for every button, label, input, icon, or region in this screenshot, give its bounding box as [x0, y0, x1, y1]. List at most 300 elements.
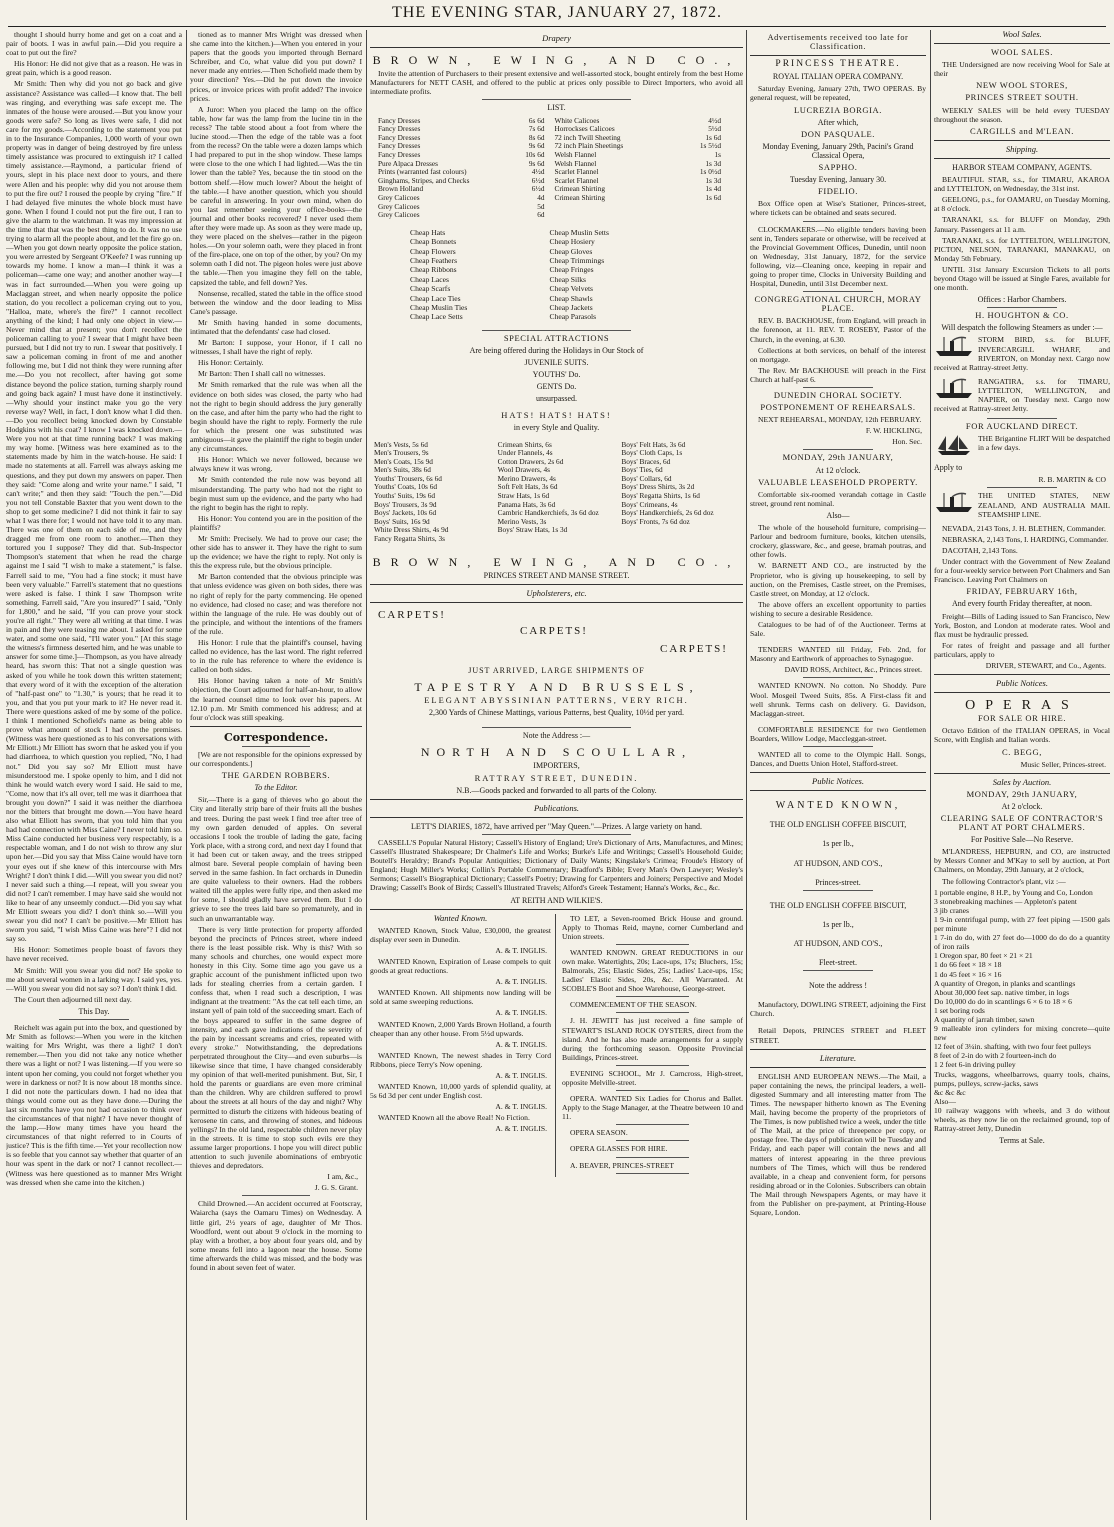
- ad-headline: HARBOR STEAM COMPANY, AGENTS.: [952, 162, 1092, 172]
- article-paragraph: His Honor: He did not give that as a reason. He was in great pain, which is a good reason.: [6, 59, 182, 78]
- clothing-item: Straw Hats, 1s 6d: [497, 491, 550, 501]
- plant-item: 1 9-in centrifugal pump, with 27 feet piping —1500 gals per minute: [934, 914, 1110, 934]
- ad-text: THE OLD ENGLISH COFFEE BISCUIT,: [769, 900, 907, 910]
- ad-text: TENDERS WANTED till Friday, Feb. 2nd, for Masonry and Earthwork of approaches to Synagogue.: [750, 645, 926, 664]
- opera-title: DON PASQUALE.: [800, 128, 876, 139]
- classified-ad: J. H. JEWITT has just received a fine sample of STEWART'S ISLAND ROCK OYSTERS, direct from the island. And he has also made arrangements for a supply during the forthcoming season. Opposite Provincial Buildings, Princes-street.: [562, 1016, 743, 1062]
- clothing-item: Merino Drawers, 4s: [497, 473, 556, 483]
- ad-text: For Positive Sale—No Reserve.: [970, 835, 1074, 845]
- divider: [987, 418, 1057, 419]
- address: PRINCES STREET AND MANSE STREET.: [483, 570, 630, 580]
- ad-signature: A. & T. INGLIS.: [495, 1071, 547, 1080]
- theatre-name: PRINCESS THEATRE.: [775, 59, 901, 70]
- article-paragraph: Mr Smith: Will you swear you did not? He spoke to me about several women in a larking way. I said yes, yes.—Will you swear you did not say so? I don't think I did.: [6, 965, 182, 993]
- wanted-column: [370, 914, 556, 1177]
- clothing-item: Crimean Shirts, 6s: [497, 439, 552, 449]
- address: PRINCES STREET SOUTH.: [965, 92, 1079, 103]
- item-price: 7s 6d: [528, 124, 545, 134]
- ad-text: Monday Evening, January 29th, Pacini's Grand Classical Opera,: [762, 141, 914, 160]
- property-title: VALUABLE LEASEHOLD PROPERTY.: [758, 476, 918, 487]
- clothing-item: Panama Hats, 3s 6d: [497, 499, 556, 509]
- ad-text: N.B.—Goods packed and forwarded to all parts of the Colony.: [456, 785, 657, 795]
- sailing-date: FRIDAY, FEBRUARY 16th,: [966, 586, 1078, 597]
- clothing-item: Youths' Suits, 19s 6d: [374, 491, 435, 501]
- column-rule: [746, 30, 747, 1520]
- special-text: Are being offered during the Holidays in Our Stock of: [469, 345, 644, 355]
- divider: [616, 1140, 688, 1141]
- ad-text: M'LANDRESS, HEPBURN, and CO, are instructed by Messrs Conner and M'Kay to sell by auction, at Port Chalmers, on Monday, 29th January, at 2 o'clock,: [934, 847, 1110, 875]
- clothing-item: Fancy Regatta Shirts, 3s: [374, 534, 445, 544]
- ship-ad: [934, 377, 1110, 413]
- ad-text: Octavo Edition of the ITALIAN OPERAS, in Vocal Score, with English and Italian words.: [934, 726, 1110, 745]
- ad-signature: F. W. HICKLING,: [865, 426, 922, 436]
- divider: [803, 387, 873, 388]
- divider: [482, 99, 631, 100]
- clothing-item: Cotton Drawers, 2s 6d: [497, 456, 564, 466]
- divider: [750, 1067, 926, 1068]
- cheap-item: Cheap Gloves: [549, 246, 593, 256]
- sale-time: At 2 o'clock.: [1001, 801, 1043, 811]
- item-name: 72 inch Twill Sheeting: [554, 132, 621, 142]
- price-list-left: [376, 117, 547, 220]
- opera-title: LUCREZIA BORGIA.: [794, 104, 882, 115]
- ad-text: Tuesday Evening, January 30.: [789, 175, 887, 185]
- plant-item: 1 2 feet 6-in driving pulley: [934, 1060, 1016, 1070]
- letter-paragraph: Sir,—There is a gang of thieves who go about the City and literally strip bare of their fruits all the bushes and trees. During the past week I find tree after tree of my own garden denuded of apples. On several occasions I took the trouble of lading the gate, facing York place, with a strong cord, and next day I found that it had been cut or taken away, and the trees stripped almost bare. Several people complain of having been served in the same fashion. In fact orchards in Dunedin are quite valueless to their owners. Had the robbers waited till the apples were fully ripe, and then asked me for some, I should gladly have served them. But I do grieve to see the trees laid bare so prematurely, and in such an unwarrantable way.: [190, 795, 362, 923]
- carpets-heading: CARPETS!: [660, 642, 728, 655]
- divider: [370, 909, 743, 910]
- ad-signature: A. & T. INGLIS.: [495, 1124, 547, 1134]
- ad-headline: FOR SALE OR HIRE.: [977, 713, 1067, 724]
- carpets-heading: CARPETS!: [520, 624, 588, 637]
- section-heading: This Day.: [78, 1006, 110, 1016]
- ad-text: Under contract with the Government of New Zealand for a four-weekly service between Port Chalmers and San Francisco. Leaving Port Chalmers on: [934, 557, 1110, 585]
- section-heading: Upholsterers, etc.: [526, 587, 587, 598]
- wanted-ad: WANTED Known. All shipments now landing will be sold at same sweeping reductions.: [370, 988, 551, 1007]
- divider: [803, 291, 873, 292]
- ad-text: NEBRASKA, 2,143 Tons, I. HARDING, Commander.: [942, 534, 1109, 544]
- classified-ad: WANTED KNOWN. GREAT REDUCTIONS in our own make. Watertights, 20s; Lace-ups, 17s; Bluchers, 15s; Balmorals, 25s; Elastic Sides, 25s; Ladies' Lace-ups, 15s; Ladies' Elastic Sides, 20s, &c. All Warranted. At SCOBLE'S Boot and Shoe Warehouse, George-street.: [562, 947, 743, 994]
- ad-signature: CARGILLS and M'LEAN.: [970, 125, 1074, 136]
- plant-item: 1 Oregon spar, 80 feet × 21 × 21: [934, 951, 1033, 961]
- steamship-icon: [934, 335, 974, 357]
- divider: [987, 307, 1057, 308]
- cheap-list-left: [410, 228, 544, 322]
- clothing-col: [374, 441, 492, 544]
- divider: [616, 944, 688, 945]
- cheap-item: Cheap Fringes: [549, 265, 594, 275]
- ad-signature: R. B. MARTIN & CO: [1038, 475, 1106, 485]
- article-paragraph: His Honor: I rule that the plaintiff's counsel, having called no evidence, has the last word. The right referred to in the rule has reference to where the evidence is called on both sides.: [190, 638, 362, 675]
- church-name: CONGREGATIONAL CHURCH, MORAY PLACE.: [754, 294, 922, 314]
- cheap-item: Cheap Flowers: [410, 246, 456, 256]
- divider: [370, 584, 743, 585]
- clothing-list: [374, 441, 739, 544]
- letter-signature: J. G. S. Grant.: [314, 1183, 358, 1193]
- column-3: [370, 30, 743, 1520]
- cheap-item: Cheap Bonnets: [410, 237, 457, 247]
- clothing-item: Soft Felt Hats, 3s 6d: [497, 482, 558, 492]
- ad-headline: OPERAS: [965, 698, 1079, 714]
- ad-text: CASSELL'S Popular Natural History; Cassell's History of England; Ure's Dictionary of Arts, Manufactures, and Mines; Cassell's Illustrated Shakespeare; Dr Chalmer's Life and Works; Burke's Life and Writings; Cassell's Household Guide; Boutell's Heraldry; Brand's Popular Antiquities; Dictionary of Daily Wants; Kingslake's Crimea; Froude's History of England; Hugh Miller's Works; Collin's Portable Commentary; Bradford's Bible; Every Man's Own Lawyer; Wesley's Sermons; Cassell's Biographical Dictionary; Cassell's Poetry; Drawing for Carpenters and Joiners; Perspective and Model Drawing; Cassell's Book of Birds; Cassell's Illustrated Travels; Alford's Greek Testament; Hanna's Works, &c., &c.: [370, 837, 743, 893]
- column-1: [6, 30, 182, 1520]
- clothing-item: Boys' Ties, 6d: [621, 465, 663, 475]
- divider: [190, 726, 362, 727]
- divider: [616, 1065, 688, 1066]
- divider: [616, 1124, 688, 1125]
- carpets-heading: CARPETS!: [378, 608, 446, 621]
- ad-signature: A. & T. INGLIS.: [495, 977, 547, 987]
- ship-ad: [934, 434, 1110, 458]
- divider: [616, 1173, 688, 1174]
- clothing-item: Cambric Handkerchiefs, 3s 6d doz: [497, 508, 599, 518]
- item-name: Welsh Flannel: [554, 158, 597, 168]
- divider: [934, 674, 1110, 675]
- divider: [987, 487, 1057, 488]
- clothing-item: Men's Coats, 15s 9d: [374, 456, 433, 466]
- sale-title: CLEARING SALE OF CONTRACTOR'S PLANT AT PORT CHALMERS.: [940, 813, 1104, 833]
- opera-title: FIDELIO.: [818, 186, 858, 197]
- sale-time: At 12 o'clock.: [815, 465, 861, 475]
- ad-text: ENGLISH AND EUROPEAN NEWS.—The Mail, a paper containing the news, the principal leaders, a well-digested Summary and all interesting matter from The Times. The newspaper hitherto known as The Evening Mail, having become the property of the proprietors of The Times, is now published twice a week, under the title of The Mail, at the price of threepence per copy, or postage free. The days of publication will be Tuesday and Friday, and each paper will contain the news and all matters of interest appearing in the three previous numbers of The Times, which will thus be rendered available, in a cheap and convenient form, for persons residing abroad or in the Colonies. Subscribers can obtain The Mail through Newspapers Agents, or may have it from the Publisher on pre-payment, at Printing-House Square, London.: [750, 1071, 926, 1218]
- item-price: 6½d: [531, 175, 545, 185]
- item-name: Ginghams, Stripes, and Checks: [378, 175, 470, 185]
- ad-headline: WANTED KNOWN,: [775, 800, 901, 812]
- ad-signature: C. BEGG,: [1002, 746, 1042, 757]
- ad-text: REV. B. BACKHOUSE, from England, will preach in the forenoon, at 11. REV. T. ROSEBY, Pastor of the Church, in the evening, at 6.30.: [750, 316, 926, 344]
- ad-headline: H. HOUGHTON & CO.: [975, 310, 1069, 321]
- wanted-ad: WANTED Known, 10,000 yards of splendid quality, at 5s 6d 3d per cent under English cost.: [370, 1082, 551, 1101]
- plant-item: A quantity of jarrah timber, sawn: [934, 1014, 1035, 1024]
- ad-text: The following Contractor's plant, viz :—: [942, 876, 1066, 886]
- item-price: 1s 4d: [705, 184, 721, 194]
- cheap-item: Cheap Hosiery: [549, 237, 595, 247]
- plant-item: Also—: [934, 1096, 956, 1106]
- ad-text: WANTED all to come to the Olympic Hall. Songs, Dances, and Duetts Union Hotel, Stafford-street.: [750, 750, 926, 769]
- ad-text: TARANAKI, s.s. for BLUFF on Monday, 29th January. Passengers at 11 a.m.: [934, 215, 1110, 234]
- price-list: [376, 117, 723, 220]
- divider: [803, 746, 873, 747]
- society-name: DUNEDIN CHORAL SOCIETY.: [773, 390, 903, 400]
- ad-headline: WOOL SALES.: [990, 47, 1053, 58]
- ad-text: THE OLD ENGLISH COFFEE BISCUIT,: [769, 820, 907, 830]
- article-paragraph: Mr Smith having handed in some documents, intimated that the defendants' case had closed.: [190, 317, 362, 336]
- notice-title: POSTPONEMENT OF REHEARSALS.: [760, 402, 916, 413]
- plant-item: A quantity of Oregon, in planks and scantlings: [934, 978, 1076, 988]
- section-heading: Public Notices.: [996, 678, 1048, 689]
- cheap-item: Cheap Laces: [410, 274, 450, 284]
- plant-item: &c &c &c: [934, 1087, 966, 1097]
- misc-ads-column: [562, 914, 743, 1177]
- ad-text: THE UNITED STATES, NEW ZEALAND, AND AUSTRALIA MAIL STEAMSHIP LINE.: [978, 491, 1110, 519]
- ad-text: 1s per lb.,: [822, 919, 854, 929]
- plant-item: 1 portable engine, 8 H.P., by Young and Co, London: [934, 887, 1093, 897]
- plant-item: Do 10,000 do do in scantlings 6 × 6 to 18 × 6: [934, 996, 1072, 1006]
- ad-text: TARANAKI, s.s. for LYTTELTON, WELLINGTON, PICTON, NELSON, TARANAKI, MANAKAU, on Monday 5th February.: [934, 235, 1110, 263]
- steamship-icon: [934, 377, 974, 399]
- item-name: Fancy Dresses: [378, 132, 421, 142]
- ad-signature: A. & T. INGLIS.: [495, 1039, 547, 1049]
- divider: [482, 834, 631, 835]
- item-name: Scarlet Flannel: [554, 175, 599, 185]
- ad-text: AT HUDSON, AND CO'S.,: [793, 858, 883, 868]
- cheap-item: Cheap Shawls: [549, 293, 593, 303]
- section-heading: Wanted Known.: [433, 912, 488, 923]
- plant-item: 1 7-in do do, with 27 feet do—1000 do do do a quantity of iron rails: [934, 933, 1110, 952]
- ad-text: UNTIL 31st January Excursion Tickets to all ports beyond Otago will be issued at Single Fares, available for one month.: [934, 264, 1110, 293]
- price-list-right: [553, 117, 724, 203]
- ad-signature: DAVID ROSS, Architect, &c., Princes street.: [784, 665, 922, 675]
- item-name: Pure Alpaca Dresses: [378, 158, 438, 168]
- divider: [616, 1090, 688, 1091]
- ad-text: For rates of freight and passage and all further particulars, apply to: [934, 640, 1110, 659]
- ship-ad: [934, 335, 1110, 371]
- item-price: 6½d: [531, 184, 545, 194]
- divider: [59, 1019, 129, 1020]
- ad-signature: A. & T. INGLIS.: [495, 1102, 547, 1112]
- clothing-item: Under Flannels, 4s: [497, 448, 553, 458]
- item-name: Welsh Flannel: [554, 149, 597, 159]
- steamship-icon: [934, 491, 974, 513]
- classified-ad: OPERA GLASSES FOR HIRE.: [570, 1144, 668, 1154]
- clothing-item: Boys' Collars, 6d: [621, 473, 672, 483]
- clothing-item: White Dress Shirts, 4s 9d: [374, 525, 449, 535]
- clothing-item: Boys' Felt Hats, 3s 6d: [621, 439, 686, 449]
- item-name: Fancy Dresses: [378, 124, 421, 134]
- column-5: [934, 30, 1110, 1520]
- column-rule: [930, 30, 931, 1520]
- ad-signature: DRIVER, STEWART, and Co., Agents.: [985, 660, 1106, 670]
- opera-title: SAPPHO.: [818, 162, 858, 173]
- divider: [934, 140, 1110, 141]
- cheap-item: Cheap Muslin Setts: [549, 227, 609, 237]
- divider: [616, 996, 688, 997]
- ad-text: BEAUTIFUL STAR, s.s., for TIMARU, AKAROA and LYTTELTON, on Wednesday, the 31st inst.: [934, 175, 1110, 194]
- item-price: 1s 5½d: [699, 141, 721, 151]
- address: RATTRAY STREET, DUNEDIN.: [474, 772, 639, 783]
- article-paragraph: Mr Smith: Precisely. We had to prove our case; the other side has to answer it. They have the right to sum up the evidence; we have the right to reply. Not only is this the express rule, but the obvious principle.: [190, 533, 362, 571]
- ad-text: And every fourth Friday thereafter, at noon.: [951, 599, 1093, 609]
- item-price: 4d: [537, 192, 545, 202]
- divider: [803, 641, 873, 642]
- article-paragraph: His Honor: Sometimes people boast of favors they have never received.: [6, 945, 182, 964]
- item-price: 4½d: [708, 115, 721, 125]
- item-name: Brown Holland: [378, 184, 424, 194]
- divider: [370, 799, 743, 800]
- divider: [482, 330, 631, 331]
- ad-text: The whole of the household furniture, comprising—Parlour and bedroom furniture, books, kitchen utensils, crockery, glassware, &c., and geese, bramah poutras, and other fowls.: [750, 523, 926, 560]
- ad-text: Note the Address :—: [522, 731, 591, 741]
- wanted-ad: WANTED Known, 2,000 Yards Brown Holland, a fourth cheaper than any other house. From 5½d upwards.: [370, 1019, 551, 1038]
- ad-text: STORM BIRD, s.s. for BLUFF, INVERCARGILL WHARF, and RIVERTON, on Monday next. Cargo now received at Rattray-street Jetty.: [934, 335, 1110, 372]
- price-row: [376, 211, 547, 220]
- section-heading: Sales by Auction.: [992, 776, 1052, 787]
- divider: [750, 772, 926, 773]
- divider: [750, 1049, 926, 1050]
- cheap-item: Cheap Jackets: [549, 302, 593, 312]
- divider: [616, 1157, 688, 1158]
- section-heading: Public Notices.: [812, 776, 864, 787]
- plant-item: 8 feet of 2-in do with 2 fourteen-inch do: [934, 1051, 1057, 1061]
- special-heading: SPECIAL ATTRACTIONS: [503, 332, 610, 343]
- divider: [934, 692, 1110, 693]
- item-name: Fancy Dresses: [378, 149, 421, 159]
- cheap-items: [410, 228, 683, 322]
- ad-text: Offices : Harbor Chambers.: [977, 295, 1067, 305]
- ad-text: COMFORTABLE RESIDENCE for two Gentlemen Boarders, Willow Lodge, Maccleggan-street.: [750, 724, 926, 743]
- ad-text: After which,: [817, 117, 859, 127]
- clothing-item: Youths' Trousers, 6s 6d: [374, 473, 442, 483]
- cheap-item: Cheap Parasols: [549, 312, 597, 322]
- plant-item: 1 set boring rods: [934, 1005, 985, 1015]
- ad-text: DACOTAH, 2,143 Tons.: [942, 545, 1018, 555]
- ad-text: Collections at both services, on behalf of the interest on mortgage.: [750, 345, 926, 364]
- ad-text: NEVADA, 2143 Tons, J. H. BLETHEN, Commander.: [942, 523, 1106, 533]
- plant-item: 10 railway waggons with wheels, and 3 do without wheels, as they now lie on the reclaimed ground, top of Rattray-street Jetty, Dunedin: [934, 1105, 1110, 1134]
- item-price: 1s 6d: [705, 132, 721, 142]
- ad-signature: A. & T. INGLIS.: [495, 945, 547, 955]
- divider: [750, 790, 926, 791]
- item-price: 1s: [714, 149, 721, 159]
- divider: [803, 890, 873, 891]
- ad-headline: TAPESTRY AND BRUSSELS,: [414, 680, 699, 694]
- clothing-item: Merino Vests, 3s: [497, 516, 547, 526]
- column-2: [190, 30, 362, 1520]
- item-name: Fancy Dresses: [378, 115, 421, 125]
- item-price: 1s 0½d: [699, 167, 721, 177]
- ad-text: Saturday Evening, January 27th, TWO OPERAS. By general request, will be repeated,: [750, 84, 926, 103]
- wanted-section: [370, 914, 743, 1177]
- ad-text: Catalogues to be had of of the Auctioneer. Terms at Sale.: [750, 619, 926, 639]
- item-price: 1s 3d: [705, 158, 721, 168]
- divider: [370, 47, 743, 48]
- clothing-item: Boys' Trousers, 3s 9d: [374, 499, 437, 509]
- disclaimer: [We are not responsible for the opinions expressed by our correspondents.]: [190, 749, 362, 769]
- item-price: 5d: [537, 201, 545, 211]
- item-price: 10s 6d: [525, 149, 545, 159]
- classified-ad: EVENING SCHOOL, Mr J. Carncross, High-street, opposite Melville-street.: [562, 1068, 743, 1087]
- wanted-ad: WANTED Known, Expiration of Lease compels to quit goods at great reductions.: [370, 956, 551, 976]
- ad-text: 2,300 Yards of Chinese Mattings, various Patterns, best Quality, 10½d per yard.: [428, 708, 684, 718]
- correspondence-heading: Correspondence.: [223, 730, 329, 744]
- ad-text: Will despatch the following Steamers as under :—: [941, 323, 1103, 333]
- cheap-item: Cheap Trimmings: [549, 255, 605, 265]
- cheap-item: Cheap Velvets: [549, 284, 594, 294]
- item-price: 4½d: [531, 167, 545, 177]
- article-paragraph: Mr Smith: Then why did you not go back and give assistance? Assistance was called—I know that. The bell was ringing, and everything was safe except me. The inmates of the house were aroused.—But you know your goods were safe? So long as lives were safe, I did not care for my goods.—According to the statement you put in to the Insurance Companies, 1,000 worth of your own property was in danger of being destroyed by fire unless timely assistance was procured to extinguish it? I called timely assistance.—Raymond, a particular friend of yours, slept in his place next door to yours, and there were Allen and his people: why did you not arouse them to put the fire out? I roused the people by crying "fire." If I had delayed five minutes the whole block must have gone. When I found I could not put the fire out, I ran to give the alarm to the watchman. It was my impression at the time that that was the best thing to do. It was no use trying to alarm all the people about, and let the fire go on.—When you got down nearly opposite the police station, you were arrested by Sergeant O'Keefe? I was running up towards my home. I know a man—I think it was a policeman—came one way; and another another way—I was in fact surrounded.—When you were going up Maclaggan street, and when nearly opposite the police station, do you recollect a policeman crying out to you, "Halloa, mate, where's the fire?" I cannot recollect anything of the kind; I had only one object in view.—Never mind that at present; you don't recollect the policeman calling to you? I swear that I might have been pursued, but I did not try to run. I swear that positively. I saw a policeman coming in front of me and another following me, but I did not think they were running after me.—Do you not recollect, after having got some distance beyond the police station, turning sharply round and going back again? I must have done it instinctively.—Why should your instinct make you go the very reverse way? Well, in fact, I don't know what I did then.—Do you recollect being knocked down by Constable Hodgkins with his coat? I know I was knocked down.—Were you not at that time running back? I was making my way home. [Witness was here examined as to the statements made by him in the watch-house. He said: I made no statements at all. Farrell was always asking me questions, and they put down my answers on paper. Then they said: "Come along and write your name." I said, "I can't write;" and then they said: "Touch the pen."—Did you not tell Constable Baxter that you went down to the shop to get some medicine? I did not think it fair to say what I was there for; I would not have told it to any man. There was one of them on each side of me, and they dragged me from one room to another.—Then they tortured you I suppose? They did that. Sub-Inspector Thompson's statement that when he read the charge against me I said "I wish to make a statement," is false. Farrell said to me, "You had a fine stock; it must have been very valuable." Farrell's statement that no questions were asked is false. I think I saw Thompson write something. Farrell said, "Are you insured?" I said, "Only for 1,800," and he said, "If you can prove your stock you're all right." They were all writing at that time. I was in pain and they were teasing me about. I asked for some water, and some one said, "I'll water you." [At this stage the witness's firmness deserted him, and he was unable to answer for some time.]—Thompson, as you have already heard, has sworn this: That not a single question was asked of you while he took down this written statement; that every word of it with the exception of the alteration of "half-past one" to "1.30," is yours; that he read it to you, and that you put your mark to it? He never read it. There were questions asked of me by some of the police. I think I mentioned Schofield's name as being able to prove what amount of stock I had on the premises. (Witness was here questioned as to his conversations with Mr Elliott.) Mr Elliott has sworn that he asked you if you had diarrhoea, to which question you replied, "No, I had not." Did you say so? Mr Elliott must have misunderstood me. I spoke openly to him, and I did not think he would watch every word I said. He said to me, "Come, now that it's all over, tell me was it diarrhoea that brought you down?" I said it was neither the diarrhoea nor the bitters that brought me down.—You have heard also what Elliott has sworn, that you told him that you had had connection with Miss Caine? I never told him so. Miss Caine conducted her business very respectably, is a respectable woman, and I do not wish to throw any slur upon her.—Did you say that Miss Caine would have torn your eyes out if she knew of this intercourse with Mrs Wright? I don't think I did.—Will you swear you did not? I never said such a thing.—I repeat, will you swear you did not? I can't remember. I may have said she would not like to hear of any unseemly conduct.—Did you say what Mr Elliott swears you did? I don't think so.—Will you swear you did not? I can't be positive.—Mr Elliott has sworn you said, "I wish Miss Caine was here"? I did not say so.: [6, 79, 182, 944]
- advertiser-name: BROWN, EWING, AND CO.,: [372, 53, 741, 68]
- ad-headline: ELEGANT ABYSSINIAN PATTERNS, VERY RICH.: [424, 695, 689, 706]
- ad-text: Apply to: [934, 463, 963, 473]
- item-price: 6s 6d: [528, 115, 545, 125]
- plant-item: 1 do 66 feet × 18 × 18: [934, 960, 1002, 970]
- letter-paragraph: There is very little protection for property afforded beyond the precincts of Princes street, where indeed there is the least possible risk. Why is this? With so many schools and churches, one would expect more honesty in this City. Some time ago you gave us a graphic account of the punishment inflicted upon two lads for stealing cherries from a certain garden. I confess that, when I read such a description, I was indignant at the treatment: "As the cat tell each time, an instant yell of pain told of the succeeding smart. Each of the boys appeared to suffer in the same degree of intensity, and each gave indications of the severity of the pain by incessant screams and cries, repeated with every stroke." Notwithstanding, the depredations perpetrated throughout the City—and even suburbs—is likewise since that time, I have changed considerably my opinion of that well-merited punishment. But, Sir, I hold the parents or guardians are even more criminal than the children. Why are children suffered to prowl about the streets at all hours of the day and night? Why permitted to disturb the citizens with hideous beating of kerosene tin cans, and throwing of stones, and hideous yellings? In the old land, respectable children never play in the streets. It is time to stop such evils ere they assume larger proportions. I hope you will direct public attention to such juvenile abominations of embryotic thieves and depredators.: [190, 924, 362, 1171]
- ad-text: Invite the attention of Purchasers to their present extensive and well-assorted stock, bought entirely from the best Home Manufacturers for NETT CASH, and offered to the public at prices only possible to Direct Importers, who avoid all intermediate profits.: [370, 69, 743, 97]
- ad-text: Freight—Bills of Lading issued to San Francisco, New York, Boston, and London at moderate rates. Wool and flax must be hydraulic pressed.: [934, 611, 1110, 639]
- clothing-item: Men's Trousers, 9s: [374, 448, 429, 458]
- divider: [370, 602, 743, 603]
- clothing-item: Youths' Coats, 10s 6d: [374, 482, 438, 492]
- item-price: 5½d: [708, 124, 721, 134]
- advertiser-name: BROWN, EWING, AND CO.,: [372, 554, 741, 569]
- divider: [934, 773, 1110, 774]
- plant-item: 12 feet of 3¼in. shafting, with two four feet pulleys: [934, 1042, 1091, 1052]
- plant-item: 3 stonebreaking machines — Appleton's patent: [934, 896, 1077, 906]
- ad-text: Comfortable six-roomed verandah cottage in Castle street, ground rent nominal.: [750, 489, 926, 508]
- plant-list: [934, 888, 1110, 1134]
- cheap-item: Cheap Hats: [410, 227, 446, 237]
- plant-item: 9 malleable iron cylinders for mixing concrete—quite new: [934, 1024, 1110, 1043]
- item-name: Crimean Shirting: [554, 184, 605, 194]
- item-price: 6d: [537, 210, 545, 220]
- ad-text: WEEKLY SALES will be held every TUESDAY throughout the season.: [934, 105, 1110, 124]
- ad-text: THE Brigantine FLIRT Will be despatched in a few days.: [978, 434, 1110, 453]
- letter-closing: I am, &c.,: [327, 1172, 358, 1182]
- clothing-item: Boys' Handkerchiefs, 2s 6d doz: [621, 508, 714, 518]
- clothing-item: Boys' Jackets, 10s 6d: [374, 508, 437, 518]
- article-paragraph: Reichelt was again put into the box, and questioned by Mr Smith as follows:—When you were in the kitchen waiting for Mrs Wright, was there a light? I don't remember.—Then you did not take any notice whether there was a light or not? I was listening.—If you were so intent upon her coming, you could not forget whether you were in darkness or not? It is now about 18 months since. I did not note the particulars down. I had no idea that things would come out as they have done.—During the last six months have you not had occasion to think over the circumstances of that night? I have never thought of the lamp.—How many times have you heard the circumstances of that night referred to in Courts of justice? This is the fifth time.—Yet your recollection now is so feeble that you cannot say whether that quarter of an hour was spent in the dark or not? I cannot recollect.—(Witness was here questioned as to manner Mrs Wright was dressed when she came into the kitchen.): [6, 1023, 182, 1187]
- article-paragraph: Nonsense, recalled, stated the table in the office stood between the window and the door leading to Miss Cane's passage.: [190, 288, 362, 316]
- item-price: 1s 3d: [705, 175, 721, 185]
- column-rule: [366, 30, 367, 1520]
- ad-text: Fleet-street.: [819, 958, 857, 968]
- sale-date: MONDAY, 29th JANUARY,: [966, 788, 1078, 799]
- plant-item: About 30,000 feet sap. native timber, in logs: [934, 987, 1070, 997]
- section-heading: Wool Sales.: [1002, 30, 1042, 39]
- clothing-col: [498, 441, 616, 544]
- plant-item: 3 jib cranes: [934, 905, 970, 915]
- ad-text: The above offers an excellent opportunity to parties wishing to secure a desirable Residence.: [750, 599, 926, 618]
- ad-text: THE Undersigned are now receiving Wool for Sale at their: [934, 60, 1110, 79]
- item-name: Horrockses Calicoes: [554, 124, 615, 134]
- divider: [370, 817, 743, 818]
- clothing-col: [621, 441, 739, 544]
- clothing-item: Men's Suits, 38s 6d: [374, 465, 431, 475]
- plant-item: Trucks, waggons, wheelbarrows, quarry tools, chains, pumps, pulleys, screw-jacks, saws: [934, 1069, 1110, 1088]
- column-rule: [186, 30, 187, 1520]
- cheap-item: Cheap Lace Setts: [410, 312, 463, 322]
- divider: [934, 43, 1110, 44]
- article-paragraph: A Juror: When you placed the lamp on the office table, how far was the lamp from the lucine tin in the recess? The table stood about a foot from where the lucine stood.—Then the edge of the table was a foot from the recess? On the table were a dozen lamps which I had prepared to put in the shop window. These lamps were close to the one which I had lighted.—Was the tin lower than the table? Yes, because the tin stood on the bottom shelf.—How much lower? About the height of the table.—I have another question, which you should be careful in answering. In your own mind, when do you last remember seeing your office-books—the journal and other books recovered? I never used them after they were made up. As soon as they were made up, they were placed on the shelves—rather in the pigeon holes.—On your solemn oath, were they placed in front of the fire-place, one on top of the other, by you? On my solemn oath I did not. The pigeon holes were just above the table.—Then you imagine they fell on the table, capsized the table, and fell down? Yes.: [190, 104, 362, 287]
- ad-text: Box Office open at Wise's Stationer, Princes-street, where tickets can be obtained and seats secured.: [750, 199, 926, 218]
- article-paragraph: His Honor: You contend you are in the position of the plaintiffs?: [190, 513, 362, 532]
- ad-text: W. BARNETT AND CO., are instructed by the Proprietor, who is giving up housekeeping, to sell by auction, on the Premises, Castle street, on the Premises, Castle street, on Monday, at 12 o'clock.: [750, 561, 926, 598]
- ad-text: IMPORTERS,: [533, 761, 580, 771]
- ad-text: RANGATIRA, s.s. for TIMARU, LYTTELTON, WELLINGTON, and NAPIER, on Tuesday next. Cargo now received at Rattray-street Jetty.: [934, 376, 1110, 414]
- divider: [803, 449, 873, 450]
- item-price: 9s 6d: [528, 141, 545, 151]
- divider: [242, 1195, 311, 1196]
- juvenile-item: YOUTHS' Do.: [532, 370, 581, 380]
- clothing-item: Boys' Suits, 16s 9d: [374, 516, 430, 526]
- ad-signature: A. & T. INGLIS.: [495, 1008, 547, 1018]
- clothing-item: Wool Drawers, 4s: [497, 465, 550, 475]
- ad-text: Retail Depots, PRINCES STREET and FLEET STREET.: [750, 1026, 926, 1045]
- article-paragraph: tioned as to manner Mrs Wright was dressed when she came into the kitchen.)—When you entered in your papers that the goods you imported through Bernard Schreiber, and Co, what value did you put down? I never made any entries.—Then Schofield made them by your direction? Yes.—Did he put down the invoice prices, or invoice prices with profit added? The invoice prices.: [190, 30, 362, 103]
- cheap-item: Cheap Muslin Ties: [410, 302, 468, 312]
- cheap-list-right: [550, 228, 684, 322]
- section-heading: Publications.: [533, 802, 580, 813]
- divider: [616, 1012, 688, 1013]
- ad-signature: Music Seller, Princes-street.: [1020, 759, 1106, 769]
- clothing-item: Boys' Cloth Caps, 1s: [621, 448, 683, 458]
- ad-text: Note the address !: [809, 981, 867, 991]
- classified-ad: OPERA SEASON.: [570, 1128, 628, 1138]
- juvenile-item: GENTS Do.: [536, 382, 577, 392]
- cheap-item: Cheap Feathers: [410, 255, 458, 265]
- ad-headline: FOR AUCKLAND DIRECT.: [965, 421, 1079, 432]
- article-paragraph: His Honor: Which we never followed, because we always knew it was wrong.: [190, 455, 362, 474]
